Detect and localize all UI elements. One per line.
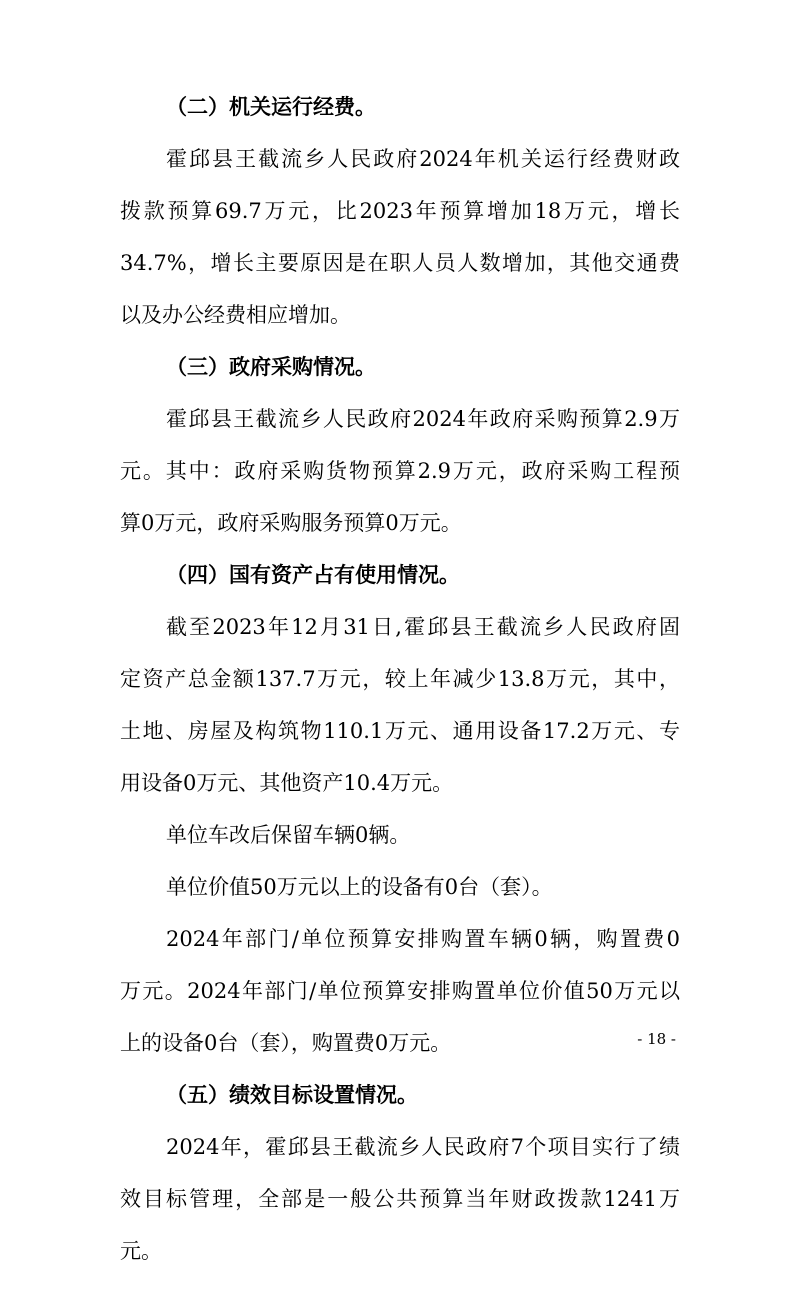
paragraph-line: 以及办公经费相应增加。: [120, 303, 351, 327]
paragraph-line: 算0万元，政府采购服务预算0万元。: [120, 511, 462, 535]
paragraph-line: 截至2023年12月31日,霍邱县王截流乡人民政府固: [166, 615, 680, 639]
paragraph-line: 34.7%，增长主要原因是在职人员人数增加，其他交通费: [120, 251, 680, 275]
paragraph-line: 上的设备0台（套），购置费0万元。: [120, 1031, 452, 1055]
paragraph-line: 元。: [120, 1239, 162, 1263]
paragraph-line: 霍邱县王截流乡人民政府2024年政府采购预算2.9万: [166, 407, 680, 431]
paragraph-line: 2024年部门/单位预算安排购置车辆0辆，购置费0: [166, 927, 680, 951]
paragraph-line: 万元。2024年部门/单位预算安排购置单位价值50万元以: [120, 979, 680, 1003]
paragraph-line: 用设备0万元、其他资产10.4万元。: [120, 771, 454, 795]
paragraph-line: 元。其中：政府采购货物预算2.9万元，政府采购工程预: [120, 459, 680, 483]
paragraph-line: 2024年，霍邱县王截流乡人民政府7个项目实行了绩: [166, 1135, 680, 1159]
section-heading-4: （四）国有资产占有使用情况。: [166, 562, 460, 587]
paragraph-line: 单位车改后保留车辆0辆。: [166, 823, 411, 847]
section-heading-3: （三）政府采购情况。: [166, 354, 376, 379]
paragraph-line: 定资产总金额137.7万元，较上年减少13.8万元，其中，: [120, 667, 680, 691]
paragraph-line: 效目标管理，全部是一般公共预算当年财政拨款1241万: [120, 1187, 680, 1211]
page-number: - 18 -: [637, 1030, 676, 1048]
paragraph-line: 霍邱县王截流乡人民政府2024年机关运行经费财政: [166, 147, 680, 171]
paragraph-line: 土地、房屋及构筑物110.1万元、通用设备17.2万元、专: [120, 719, 680, 743]
paragraph-line: 拨款预算69.7万元，比2023年预算增加18万元，增长: [120, 199, 680, 223]
page-content: [120, 94, 680, 1290]
section-heading-5: （五）绩效目标设置情况。: [166, 1082, 418, 1107]
paragraph-line: 单位价值50万元以上的设备有0台（套）。: [166, 875, 553, 899]
section-heading-2: （二）机关运行经费。: [166, 94, 376, 119]
